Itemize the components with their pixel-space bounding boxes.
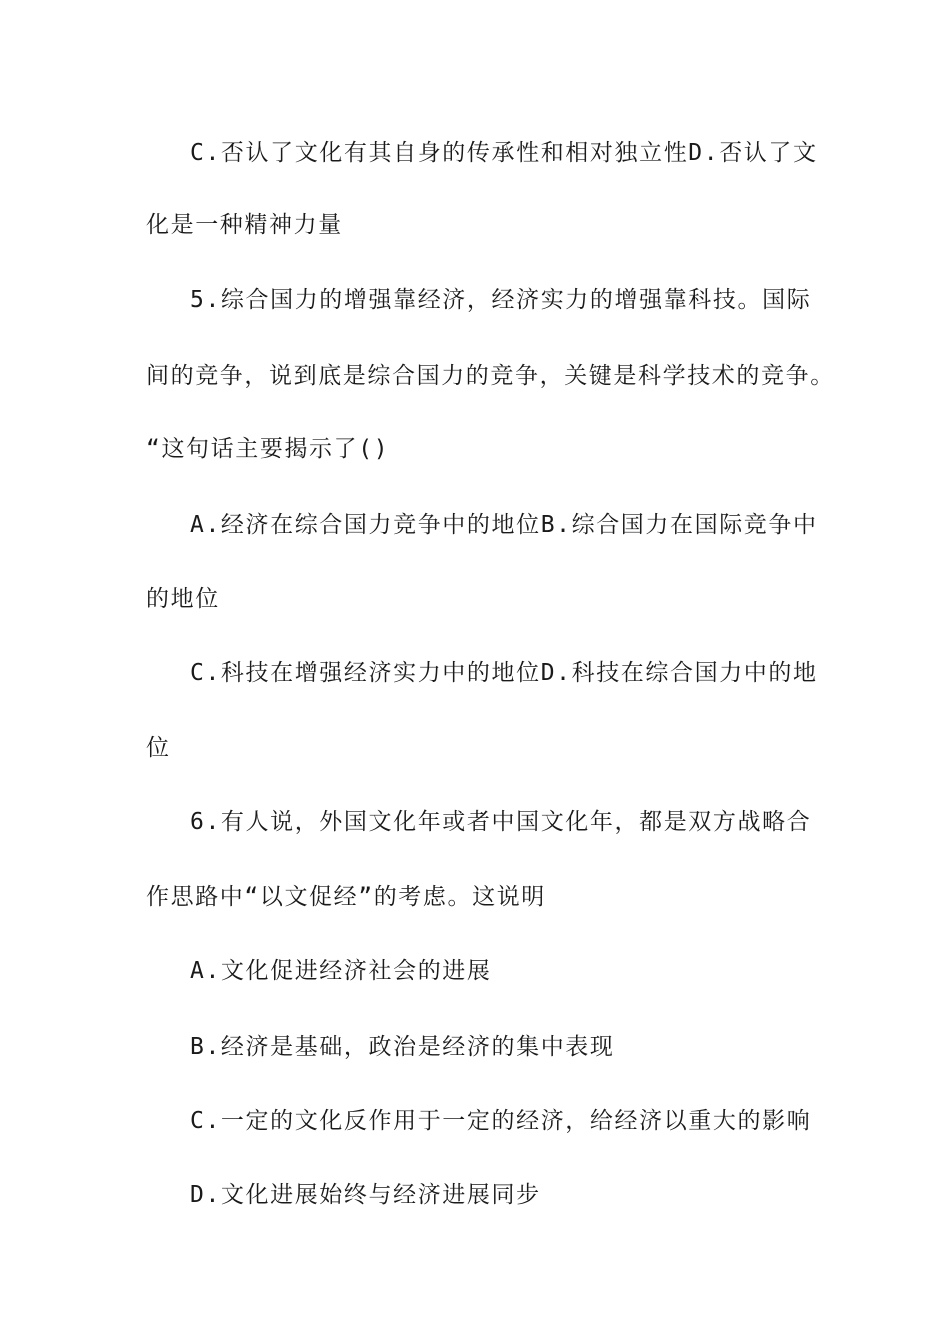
text-line: D.文化进展始终与经济进展同步 [190, 1182, 541, 1208]
text-line: 6.有人说，外国文化年或者中国文化年，都是双方战略合 [190, 809, 812, 835]
text-line: A.经济在综合国力竞争中的地位B.综合国力在国际竞争中 [190, 512, 818, 538]
text-line: 作思路中“以文促经”的考虑。这说明 [146, 884, 546, 910]
text-line: C.否认了文化有其自身的传承性和相对独立性D.否认了文 [190, 140, 818, 166]
text-line: 间的竞争，说到底是综合国力的竞争，关键是科学技术的竞争。 [146, 363, 835, 389]
text-line: C.科技在增强经济实力中的地位D.科技在综合国力中的地 [190, 660, 818, 686]
text-line: 5.综合国力的增强靠经济，经济实力的增强靠科技。国际 [190, 287, 812, 313]
text-line: A.文化促进经济社会的进展 [190, 958, 492, 984]
text-line: C.一定的文化反作用于一定的经济，给经济以重大的影响 [190, 1108, 812, 1134]
text-line: B.经济是基础，政治是经济的集中表现 [190, 1034, 615, 1060]
text-line: “这句话主要揭示了() [146, 436, 390, 462]
text-line: 位 [146, 735, 171, 761]
text-line: 的地位 [146, 586, 220, 612]
text-line: 化是一种精神力量 [146, 212, 343, 238]
